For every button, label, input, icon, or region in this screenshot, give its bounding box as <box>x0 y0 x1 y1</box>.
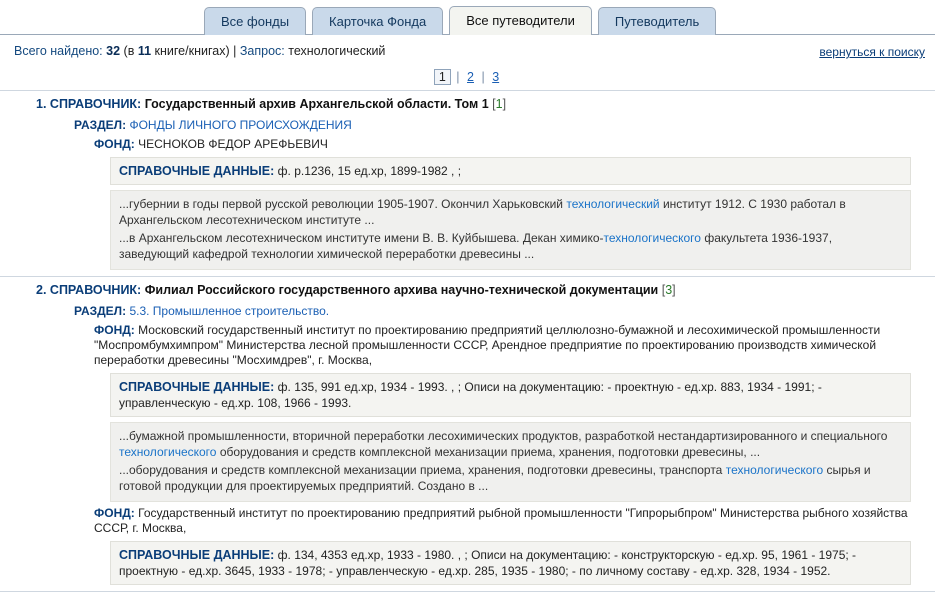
fond-label: ФОНД: <box>94 323 135 337</box>
snippet-text: оборудования и средств комплексной механизации приема, хранения, подготовки древесины, ... <box>216 445 761 459</box>
pager-separator-2: | <box>481 70 485 84</box>
reference-data-value: ф. 134, 4353 ед.хр, 1933 - 1980. , ; Описи на документацию: - конструкторскую - ед.хр. 95, 1961 - 1975; - проектную - ед.хр. 3645, 1933 - 1978; - управленческую - ед.хр. 285, 1935 - 1980; - по личному составу - ед.хр. 328, 1934 - 1952. <box>119 548 857 578</box>
books-word: книге/книгах) <box>154 44 230 58</box>
fond-value[interactable]: Государственный институт по проектированию предприятий рыбной промышленности "Гипрорыбпром" Министерства рыбного хозяйства СССР, г. Москва, <box>94 506 908 535</box>
snippet <box>119 428 902 460</box>
tab-fund-card[interactable]: Карточка Фонда <box>312 7 443 35</box>
tab-guide[interactable]: Путеводитель <box>598 7 716 35</box>
found-count: 32 <box>106 44 121 58</box>
snippet-text: ...в Архангельском лесотехническом институте имени В. В. Куйбышева. Декан химико- <box>119 231 604 245</box>
reference-data-box <box>110 157 911 185</box>
found-label: Всего найдено: <box>14 44 103 58</box>
pagination <box>0 70 935 84</box>
reference-data-value: ф. р.1236, 15 ед.хр, 1899-1982 , ; <box>277 164 462 178</box>
fond-value[interactable]: Московский государственный институт по проектированию предприятий целлюлозно-бумажной и лесохимической промышленности "Моспромбумхимпром" Министерства лесной промышленности СССР, Арендное предприятие по проектированию производств химической переработки древесины "Мосхимдрев", г. Москва, <box>94 323 881 367</box>
result-record <box>0 91 935 277</box>
record-kind-label: СПРАВОЧНИК: <box>49 97 142 111</box>
tab-all-funds[interactable]: Все фонды <box>204 7 306 35</box>
page-2[interactable]: 2 <box>467 70 474 84</box>
section-value[interactable]: ФОНДЫ ЛИЧНОГО ПРОИСХОЖДЕНИЯ <box>129 118 352 132</box>
snippet-highlight: технологического <box>603 231 701 245</box>
page-1: 1 <box>434 69 451 85</box>
record-name[interactable]: Филиал Российского государственного архива научно-технической документации <box>144 283 659 297</box>
reference-data-box <box>110 373 911 417</box>
reference-data-label: СПРАВОЧНЫЕ ДАННЫЕ: <box>119 548 275 562</box>
fond-row <box>94 323 925 368</box>
reference-data-box <box>110 541 911 585</box>
section-label: РАЗДЕЛ: <box>74 304 127 318</box>
page-3[interactable]: 3 <box>492 70 500 84</box>
results-list <box>0 90 935 592</box>
query-label: Запрос: <box>239 44 285 58</box>
record-title <box>36 96 925 112</box>
snippet <box>119 196 902 228</box>
snippet-highlight: технологического <box>725 463 824 477</box>
fond-label: ФОНД: <box>94 506 135 520</box>
summary-divider: | <box>233 44 237 58</box>
record-name[interactable]: Государственный архив Архангельской области. Том 1 <box>144 97 489 111</box>
snippet-text: факультета 1936-1937, заведующий кафедрой технологии химической переработки древесины ... <box>119 231 833 261</box>
snippet-text: ...оборудования и средств комплексной механизации приема, хранения, подготовки древесины, транспорта <box>119 463 726 477</box>
record-number: 2. <box>36 283 47 297</box>
result-record <box>0 277 935 592</box>
section-label: РАЗДЕЛ: <box>74 118 127 132</box>
snippet-text: ...губернии в годы первой русской революции 1905-1907. Окончил Харьковский <box>119 197 567 211</box>
snippet-highlight: технологического <box>119 445 217 459</box>
snippet-box <box>110 190 911 270</box>
record-number: 1. <box>36 97 47 111</box>
books-prefix: (в <box>123 44 135 58</box>
fond-row <box>94 506 925 536</box>
fond-label: ФОНД: <box>94 137 135 151</box>
back-to-search-link[interactable]: вернуться к поиску <box>819 45 925 59</box>
tab-bar <box>0 0 935 35</box>
reference-data-value: ф. 135, 991 ед.хр, 1934 - 1993. , ; Описи на документацию: - проектную - ед.хр. 883, 1934 - 1991; - управленческую - ед.хр. 108, 1966 - 1993. <box>119 380 822 410</box>
snippet-text: институт 1912. С 1930 работал в Архангельском лесотехническом институте ... <box>119 197 846 227</box>
snippet <box>119 462 902 494</box>
section-row <box>74 117 925 133</box>
record-hit-count: [1] <box>492 97 507 111</box>
reference-data-label: СПРАВОЧНЫЕ ДАННЫЕ: <box>119 380 275 394</box>
query-value: технологический <box>288 44 386 58</box>
fond-value[interactable]: ЧЕСНОКОВ ФЕДОР АРЕФЬЕВИЧ <box>138 137 328 151</box>
snippet-box <box>110 422 911 502</box>
snippet-text: ...бумажной промышленности, вторичной переработки лесохимических продуктов, разработкой нестандартизированного и специального <box>119 429 888 443</box>
section-value[interactable]: 5.3. Промышленное строительство. <box>129 304 330 318</box>
record-title <box>36 282 925 298</box>
snippet-text: сырья и готовой продукции для проектируемых предприятий. Создано в ... <box>119 463 871 493</box>
search-summary <box>0 44 935 62</box>
record-kind-label: СПРАВОЧНИК: <box>49 283 142 297</box>
fond-row <box>94 137 925 152</box>
record-hit-count: [3] <box>661 283 676 297</box>
snippet <box>119 230 902 262</box>
reference-data-label: СПРАВОЧНЫЕ ДАННЫЕ: <box>119 164 275 178</box>
pager-separator-1: | <box>456 70 460 84</box>
section-row <box>74 303 925 319</box>
books-count: 11 <box>137 44 152 58</box>
snippet-highlight: технологический <box>566 197 660 211</box>
tab-all-guides[interactable]: Все путеводители <box>449 6 592 35</box>
